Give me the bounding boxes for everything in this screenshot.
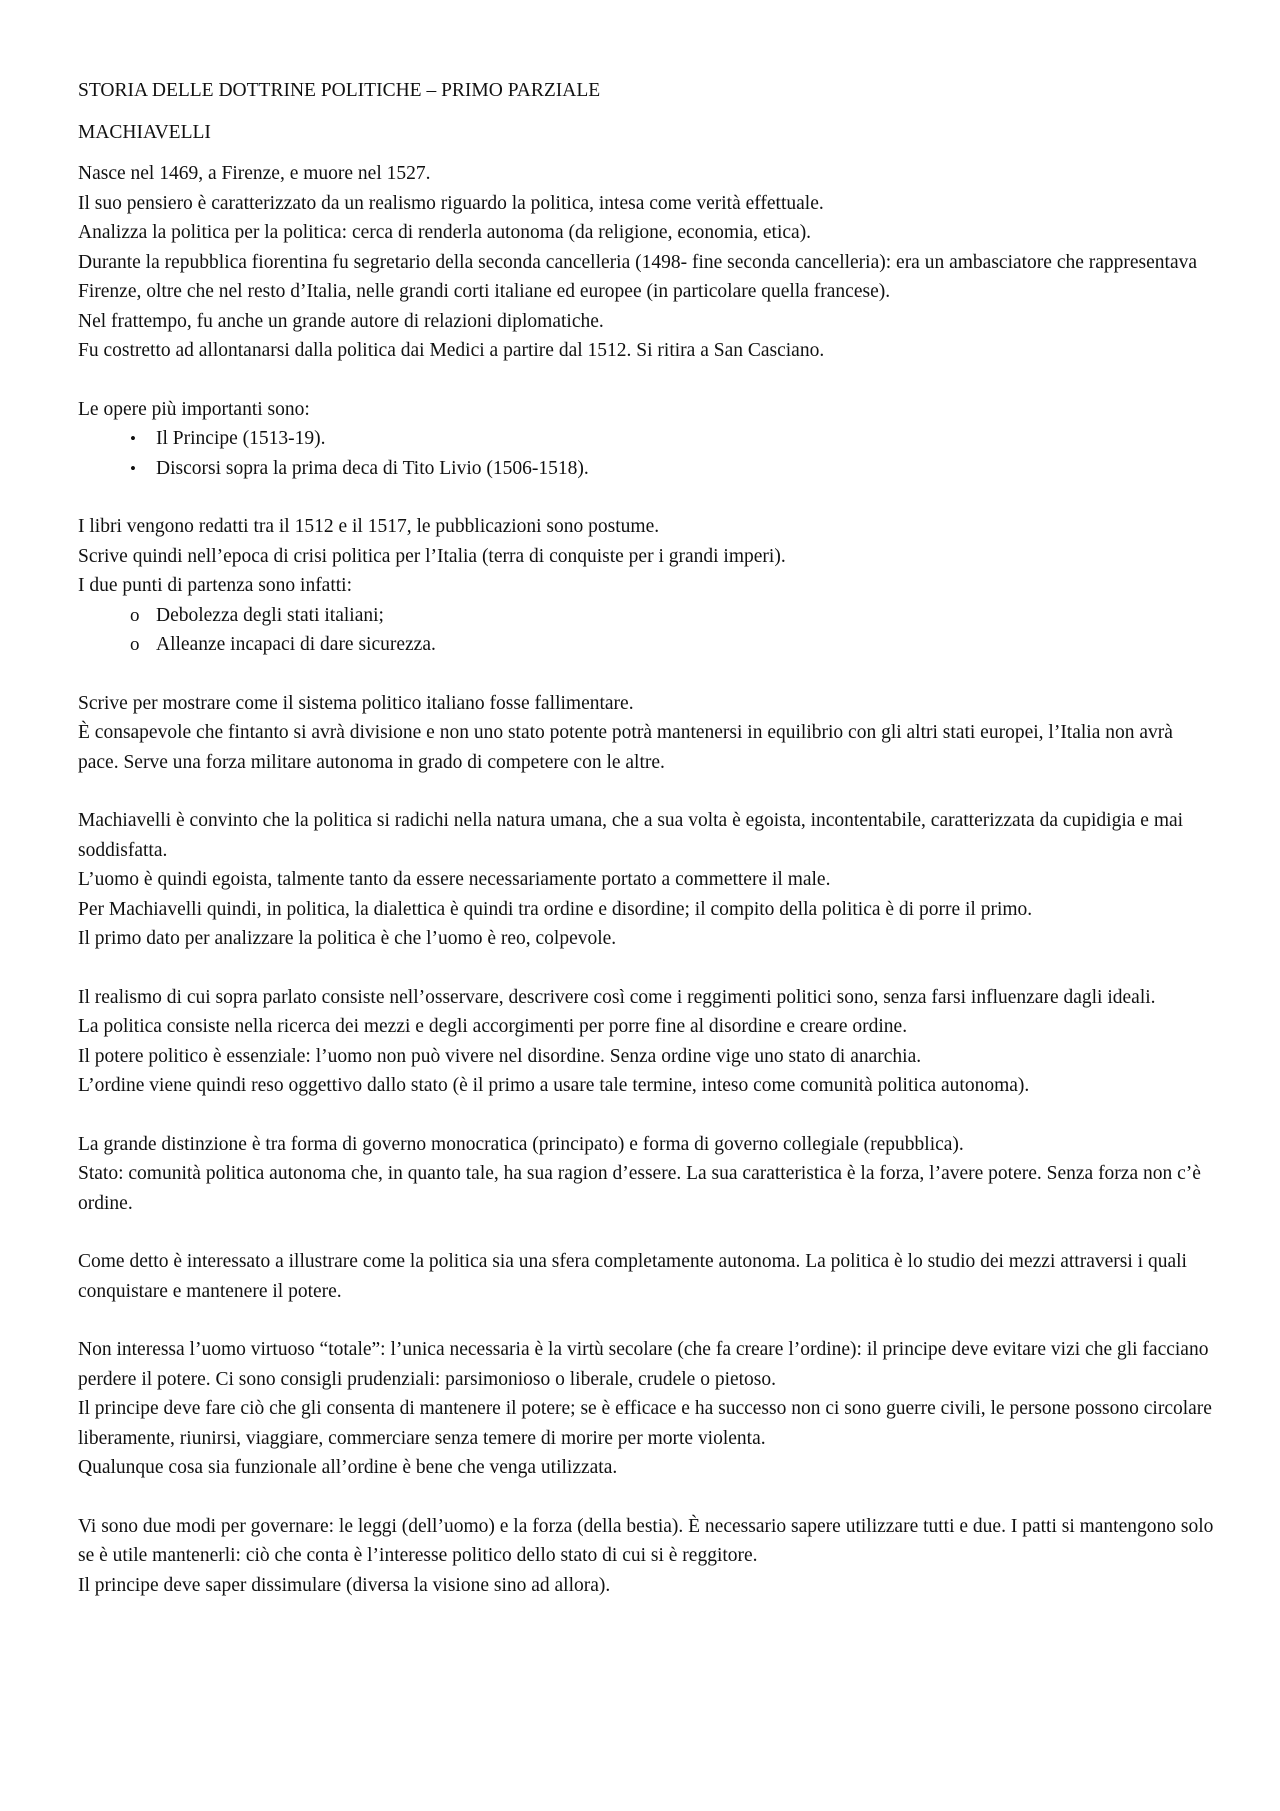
text-line: Nel frattempo, fu anche un grande autore di relazioni diplomatiche.	[78, 310, 604, 332]
list-item-text: Discorsi sopra la prima deca di Tito Livio (1506-1518).	[156, 457, 589, 479]
text-line: L’ordine viene quindi reso oggettivo dallo stato (è il primo a usare tale termine, inteso come comunità politica autonoma).	[78, 1075, 1030, 1096]
works-list	[78, 424, 1218, 483]
list-item	[78, 424, 1218, 454]
list-item-text: Il Principe (1513-19).	[156, 428, 326, 449]
text-line: Nasce nel 1469, a Firenze, e muore nel 1527.	[78, 163, 431, 184]
document-page	[78, 76, 1218, 1629]
paragraph-autonomy	[78, 1247, 1218, 1306]
bullet-icon: •	[130, 458, 136, 478]
text-line: Non interessa l’uomo virtuoso “totale”: l’unica necessaria è la virtù secolare (che fa creare l’ordine): il principe deve evitare vizi che gli facciano perdere il potere. Ci sono consigli prudenziali: parsimonioso o liberale, crudele o pietoso.	[78, 1339, 1209, 1390]
text-line: La politica consiste nella ricerca dei mezzi e degli accorgimenti per porre fine al disordine e creare ordine.	[78, 1016, 908, 1037]
bullet-icon: •	[130, 429, 136, 448]
text-line: Come detto è interessato a illustrare come la politica sia una sfera completamente autonoma. La politica è lo studio dei mezzi attraversi i quali conquistare e mantenere il potere.	[78, 1251, 1187, 1302]
list-item	[78, 630, 1218, 660]
text-line: Il primo dato per analizzare la politica è che l’uomo è reo, colpevole.	[78, 928, 617, 949]
paragraph-realism	[78, 983, 1218, 1101]
works-intro: Le opere più importanti sono:	[78, 398, 310, 420]
paragraph-forms-of-government	[78, 1130, 1218, 1219]
list-item	[78, 454, 1218, 484]
text-line: I due punti di partenza sono infatti:	[78, 575, 353, 596]
circle-bullet-icon: o	[130, 634, 140, 655]
text-line: I libri vengono redatti tra il 1512 e il 1517, le pubblicazioni sono postume.	[78, 516, 660, 537]
text-line: Il principe deve saper dissimulare (diversa la visione sino ad allora).	[78, 1574, 611, 1596]
text-line: È consapevole che fintanto si avrà divisione e non uno stato potente potrà mantenersi in equilibrio con gli altri stati europei, l’Italia non avrà pace. Serve una forza militare autonoma in grado di competere con le altre.	[78, 722, 1173, 773]
paragraph-virtue	[78, 1335, 1218, 1483]
document-title: STORIA DELLE DOTTRINE POLITICHE – PRIMO PARZIALE	[78, 80, 601, 101]
paragraph-governing	[78, 1512, 1218, 1601]
list-item-text: Debolezza degli stati italiani;	[156, 604, 384, 626]
paragraph-context	[78, 512, 1218, 660]
text-line: Vi sono due modi per governare: le leggi (dell’uomo) e la forza (della bestia). È necessario sapere utilizzare tutti e due. I patti si mantengono solo se è utile mantenerli: ciò che conta è l’interesse politico dello stato di cui si è reggitore.	[78, 1515, 1214, 1566]
text-line: Il realismo di cui sopra parlato consiste nell’osservare, descrivere così come i reggimenti politici sono, senza farsi influenzare dagli ideali.	[78, 986, 1156, 1008]
text-line: Qualunque cosa sia funzionale all’ordine è bene che venga utilizzata.	[78, 1457, 618, 1478]
paragraph-biography	[78, 159, 1218, 366]
text-line: Scrive per mostrare come il sistema politico italiano fosse fallimentare.	[78, 692, 634, 714]
text-line: Machiavelli è convinto che la politica si radichi nella natura umana, che a sua volta è egoista, incontentabile, caratterizzata da cupidigia e mai soddisfatta.	[78, 810, 1184, 861]
section-heading: MACHIAVELLI	[78, 121, 211, 143]
list-item-text: Alleanze incapaci di dare sicurezza.	[156, 634, 436, 655]
paragraph-human-nature	[78, 806, 1218, 954]
text-line: La grande distinzione è tra forma di governo monocratica (principato) e forma di governo collegiale (repubblica).	[78, 1133, 964, 1155]
paragraph-works	[78, 395, 1218, 484]
text-line: Scrive quindi nell’epoca di crisi politica per l’Italia (terra di conquiste per i grandi imperi).	[78, 545, 786, 567]
text-line: Fu costretto ad allontanarsi dalla politica dai Medici a partire dal 1512. Si ritira a San Casciano.	[78, 340, 825, 361]
text-line: Analizza la politica per la politica: cerca di renderla autonoma (da religione, economia, etica).	[78, 222, 812, 243]
paragraph-purpose	[78, 689, 1218, 778]
list-item	[78, 601, 1218, 631]
text-line: Stato: comunità politica autonoma che, in quanto tale, ha sua ragion d’essere. La sua caratteristica è la forza, l’avere potere. Senza forza non c’è ordine.	[78, 1163, 1201, 1214]
text-line: Per Machiavelli quindi, in politica, la dialettica è quindi tra ordine e disordine; il compito della politica è di porre il primo.	[78, 898, 1033, 920]
text-line: Durante la repubblica fiorentina fu segretario della seconda cancelleria (1498- fine seconda cancelleria): era un ambasciatore che rappresentava Firenze, oltre che nel resto d’Italia, nelle grandi corti italiane ed europee (in particolare quella francese).	[78, 251, 1198, 302]
starting-points-list	[78, 601, 1218, 660]
text-line: L’uomo è quindi egoista, talmente tanto da essere necessariamente portato a commettere il male.	[78, 869, 831, 890]
text-line: Il principe deve fare ciò che gli consenta di mantenere il potere; se è efficace e ha successo non ci sono guerre civili, le persone possono circolare liberamente, riunirsi, viaggiare, commerciare senza temere di morire per morte violenta.	[78, 1398, 1212, 1449]
text-line: Il suo pensiero è caratterizzato da un realismo riguardo la politica, intesa come verità effettuale.	[78, 192, 824, 214]
circle-bullet-icon: o	[130, 604, 140, 626]
text-line: Il potere politico è essenziale: l’uomo non può vivere nel disordine. Senza ordine vige uno stato di anarchia.	[78, 1045, 922, 1067]
